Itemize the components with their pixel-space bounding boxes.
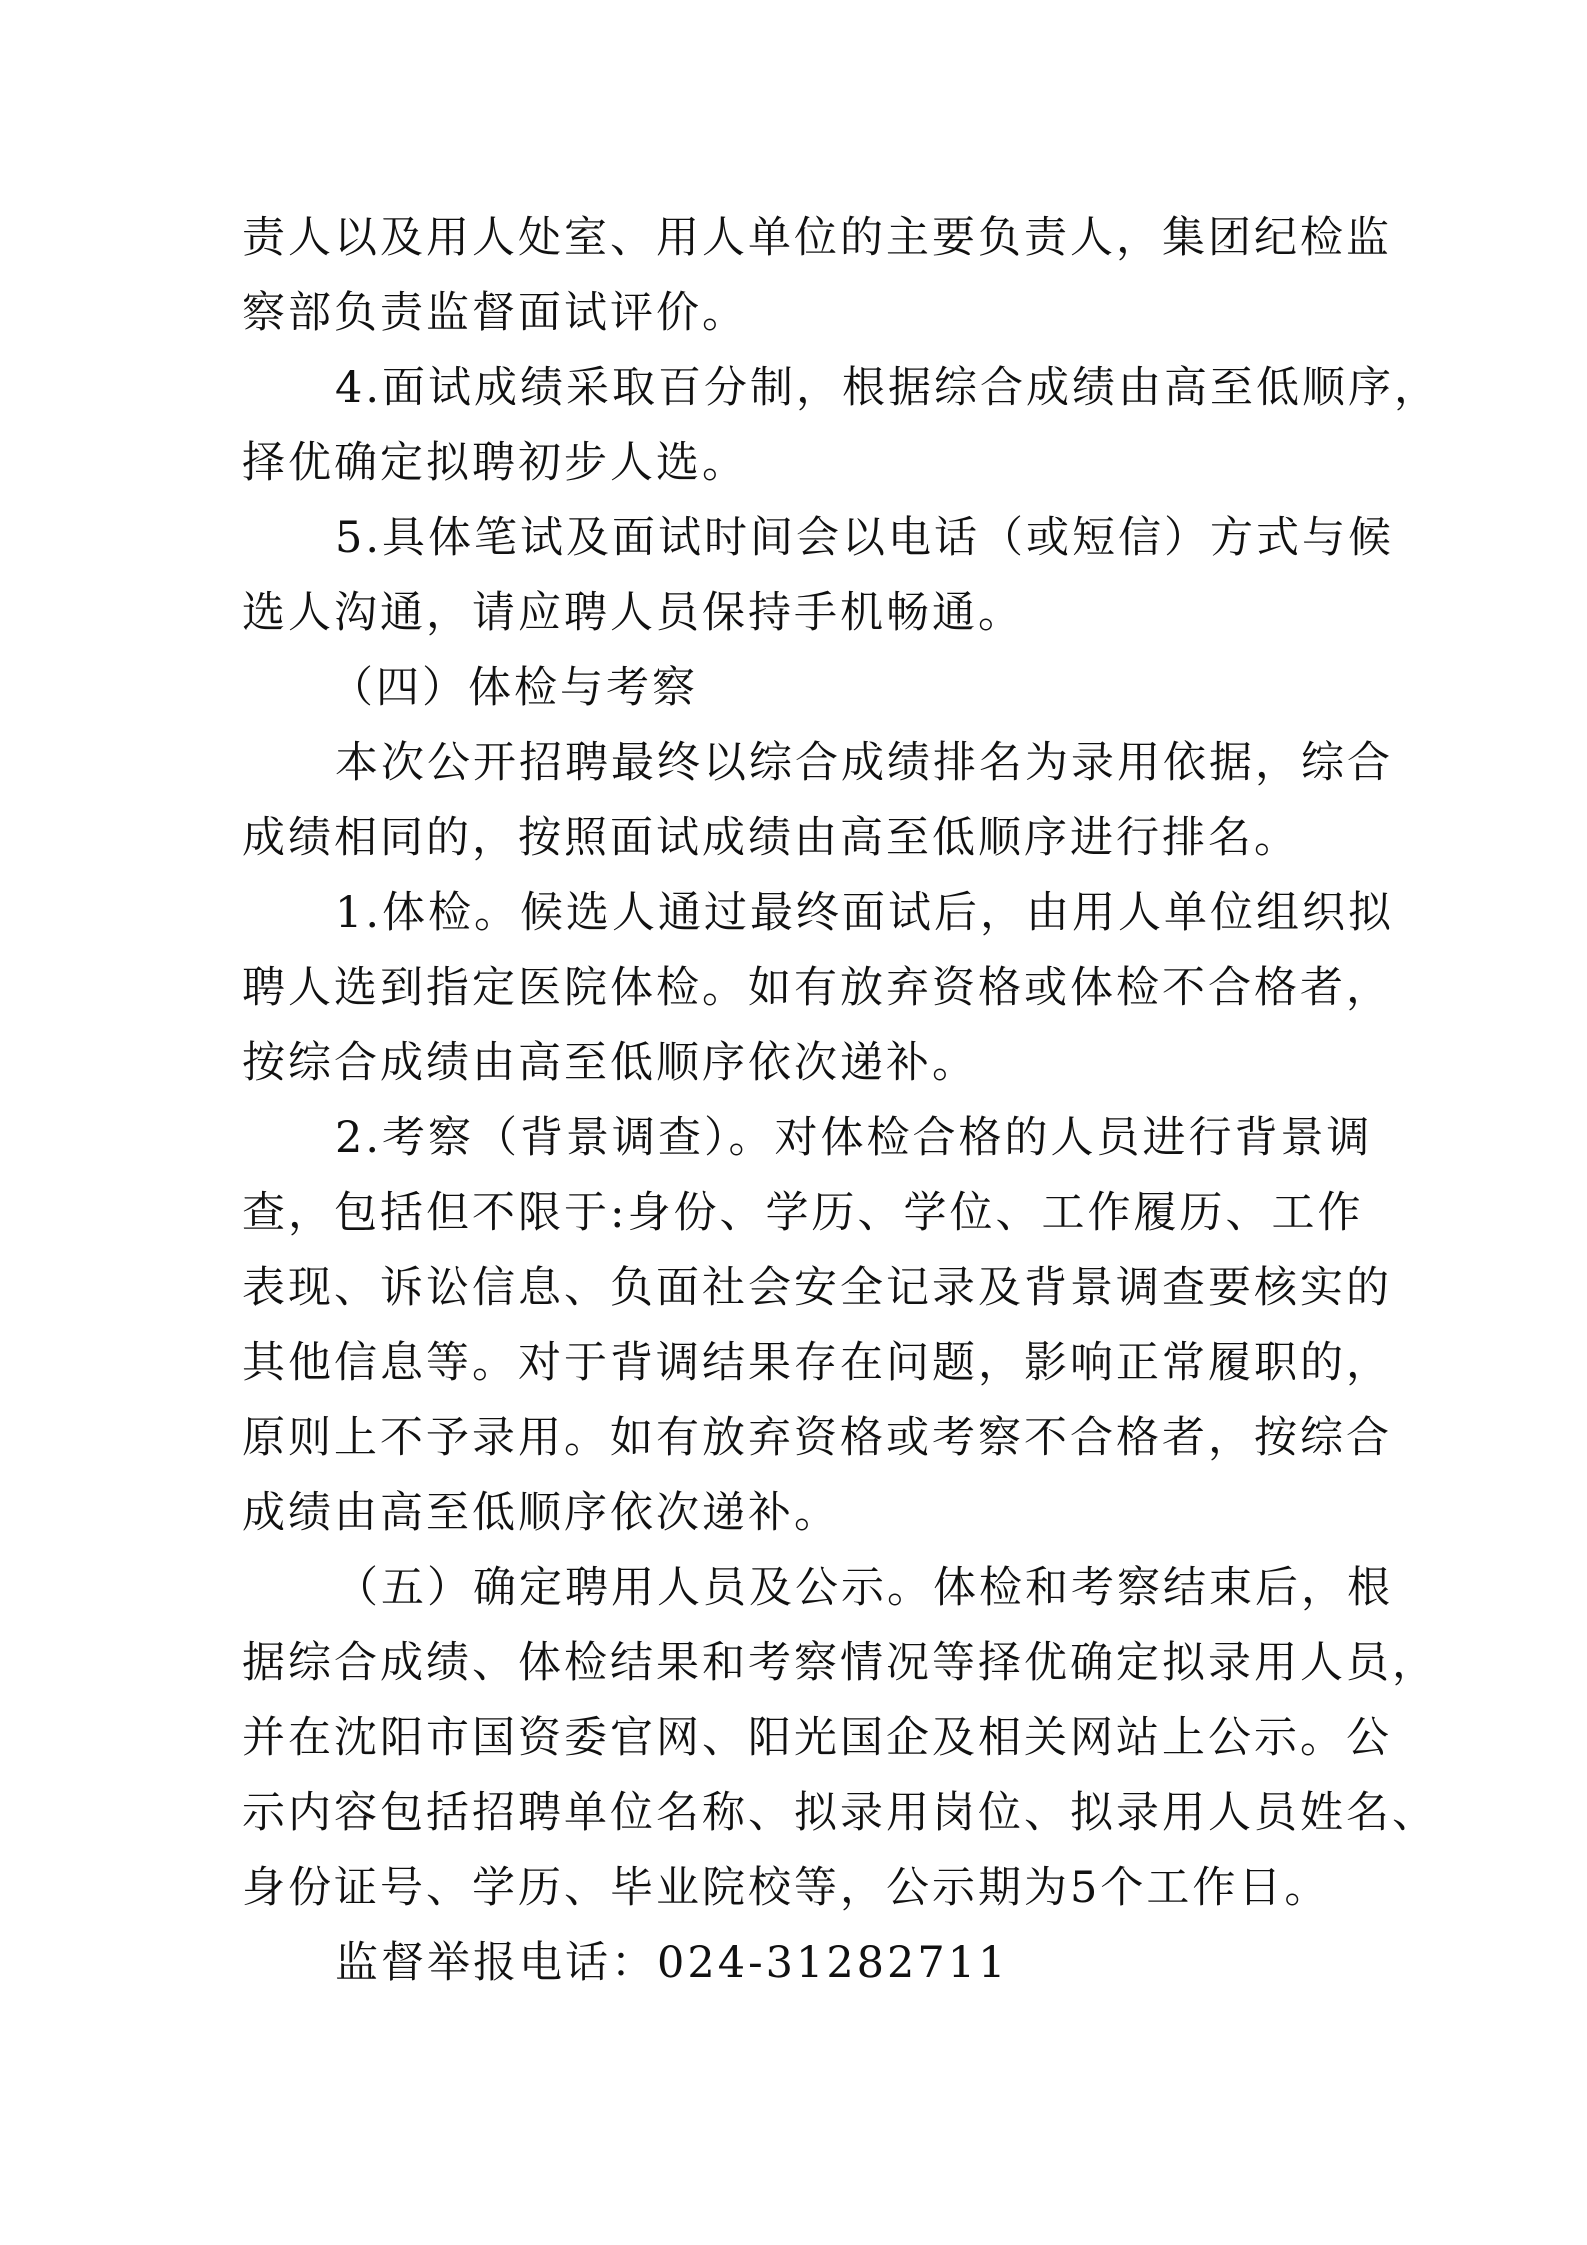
paragraph-line: 聘人选到指定医院体检。如有放弃资格或体检不合格者， xyxy=(242,963,1392,1013)
paragraph-line: 2.考察（背景调查）。对体检合格的人员进行背景调 xyxy=(335,1113,1373,1163)
paragraph-line: 择优确定拟聘初步人选。 xyxy=(242,438,748,488)
paragraph-line: 查，包括但不限于:身份、学历、学位、工作履历、工作 xyxy=(242,1188,1364,1238)
paragraph-line: 成绩相同的，按照面试成绩由高至低顺序进行排名。 xyxy=(242,813,1300,863)
paragraph-line: 1.体检。候选人通过最终面试后，由用人单位组织拟 xyxy=(335,888,1395,938)
paragraph-line: 原则上不予录用。如有放弃资格或考察不合格者，按综合 xyxy=(242,1413,1392,1463)
paragraph-line: 选人沟通，请应聘人员保持手机畅通。 xyxy=(242,588,1024,638)
paragraph-line: 按综合成绩由高至低顺序依次递补。 xyxy=(242,1038,978,1088)
paragraph-line: 并在沈阳市国资委官网、阳光国企及相关网站上公示。公 xyxy=(242,1713,1392,1763)
paragraph-line: 身份证号、学历、毕业院校等，公示期为5个工作日。 xyxy=(242,1863,1331,1913)
hotline-line: 监督举报电话：024-31282711 xyxy=(335,1938,1009,1988)
section-heading: （四）体检与考察 xyxy=(330,663,698,713)
paragraph-line: 本次公开招聘最终以综合成绩排名为录用依据，综合 xyxy=(335,738,1393,788)
paragraph-line: 其他信息等。对于背调结果存在问题，影响正常履职的， xyxy=(242,1338,1392,1388)
paragraph-line: 察部负责监督面试评价。 xyxy=(242,288,748,338)
paragraph-line: 责人以及用人处室、用人单位的主要负责人，集团纪检监 xyxy=(242,213,1392,263)
paragraph-line: （五）确定聘用人员及公示。体检和考察结束后，根 xyxy=(335,1563,1393,1613)
paragraph-line: 示内容包括招聘单位名称、拟录用岗位、拟录用人员姓名、 xyxy=(242,1788,1438,1838)
paragraph-line: 成绩由高至低顺序依次递补。 xyxy=(242,1488,840,1538)
paragraph-line: 4.面试成绩采取百分制，根据综合成绩由高至低顺序， xyxy=(335,363,1441,413)
paragraph-line: 据综合成绩、体检结果和考察情况等择优确定拟录用人员， xyxy=(242,1638,1438,1688)
paragraph-line: 5.具体笔试及面试时间会以电话（或短信）方式与候 xyxy=(335,513,1395,563)
paragraph-line: 表现、诉讼信息、负面社会安全记录及背景调查要核实的 xyxy=(242,1263,1392,1313)
